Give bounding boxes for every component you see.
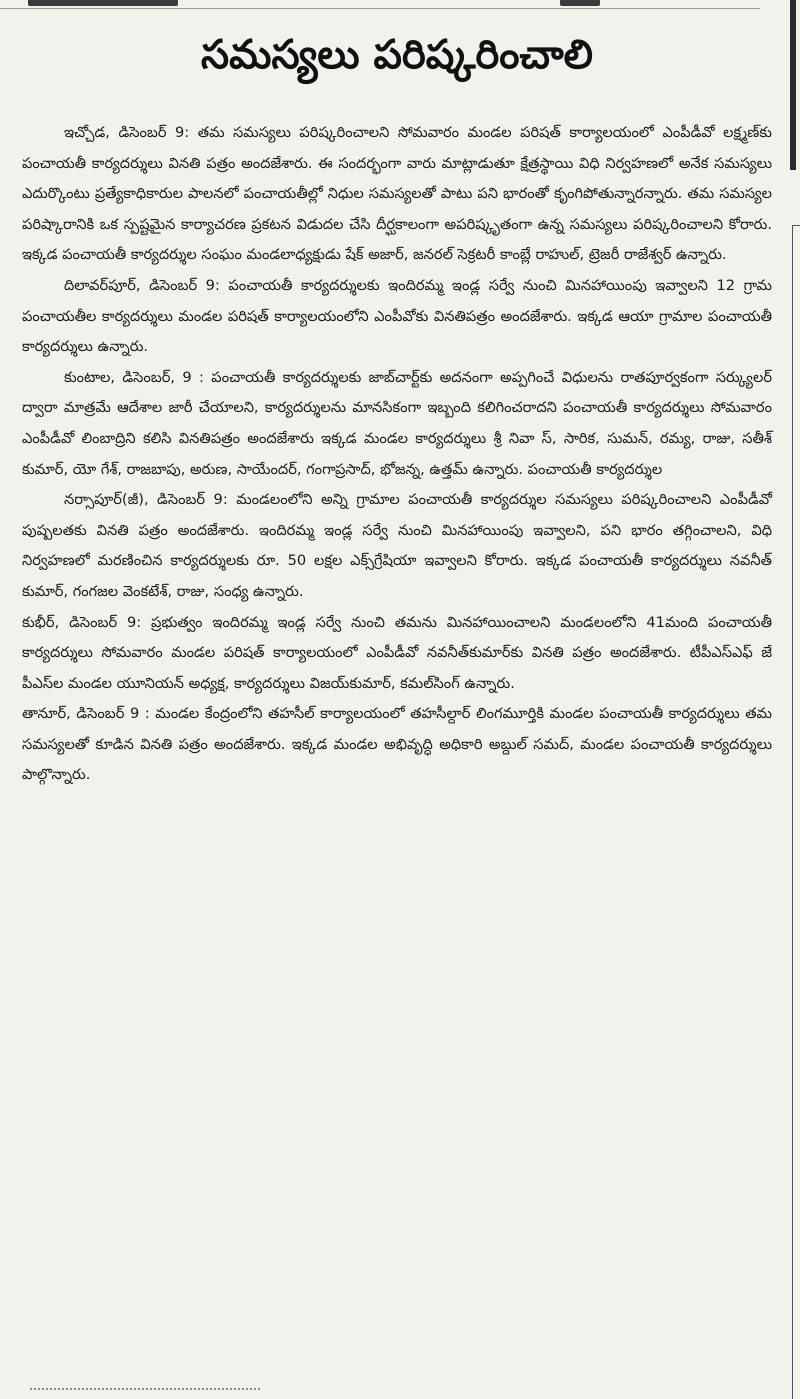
article-paragraph: కుభీర్, డిసెంబర్ 9: ప్రభుత్వం ఇందిరమ్మ ఇండ్ల సర్వే నుంచి తమను మినహాయించాలని మండలంలోని 41మంది పంచాయతీ కార్యదర్శులు సోమవారం మండల పరిషత్ కార్యాలయంలో ఎంపీడీవో నవనీత్‌కుమార్‌కు వినతి పత్రం అందజేశారు. టీపీఎస్‌ఎఫ్ జే పీఎస్‌ల మండల యూనియన్ అధ్యక్ష, కార్యదర్శులు విజయ్‌కుమార్, కమల్‌సింగ్ ఉన్నారు. (22, 613, 772, 692)
article-paragraph: కుంటాల, డిసెంబర్, 9 : పంచాయతీ కార్యదర్శులకు జాబ్‌చార్ట్‌కు అదనంగా అప్పగించే విధులను రాతపూర్వకంగా సర్క్యులర్ ద్వారా మాత్రమే ఆదేశాల జారీ చేయాలని, కార్యదర్శులను మానసికంగా ఇబ్బంది కలిగించరాదని పంచాయతీ కార్యదర్శులు సోమవారం ఎంపీడీవో లింబాద్రిని కలిసి వినతిపత్రం అందజేశారు ఇక్కడ మండల కార్యదర్శులు శ్రీ నివా స్, సారిక, సుమన్, రమ్య, రాజు, సతీశ్ కుమార్, యో గేశ్, రాజబాపు, అరుణ, సాయేందర్, గంగాప్రసాద్, భోజన్న, ఉత్తమ్ ఉన్నారు. పంచాయతీ కార్యదర్శుల (22, 368, 772, 478)
article-paragraph: దిలావర్‌పూర్, డిసెంబర్ 9: పంచాయతీ కార్యదర్శులకు ఇందిరమ్మ ఇండ్ల సర్వే నుంచి మినహాయింపు ఇవ్వాలని 12 గ్రామ పంచాయతీల కార్యదర్శులు మండల పరిషత్ కార్యాలయంలోని ఎంపీవోకు వినతిపత్రం అందజేశారు. ఇక్కడ ఆయా గ్రామాల పంచాయతీ కార్యదర్శులు ఉన్నారు. (22, 276, 772, 356)
cut-text-fragment (560, 0, 600, 6)
article-paragraph: నర్సాపూర్(జీ), డిసెంబర్ 9: మండలంలోని అన్ని గ్రామాల పంచాయతీ కార్యదర్శుల సమస్యలు పరిష్కరించాలని ఎంపీడీవో పుష్పలతకు వినతి పత్రం అందజేశారు. ఇందిరమ్మ ఇండ్ల సర్వే నుంచి మినహాయింపు ఇవ్వాలని, పని భారం తగ్గించాలని, విధి నిర్వహణలో మరణించిన కార్యదర్శులకు రూ. 50 లక్షల ఎక్స్‌గ్రేషియా ఇవ్వాలని కోరారు. ఇక్కడ పంచాయతీ కార్యదర్శులు నవనీత్ కుమార్, గంగజల వెంకటేశ్, రాజు, సంధ్య ఉన్నారు. (22, 491, 772, 600)
adjacent-column-edge (786, 0, 800, 1399)
top-page-edge (0, 0, 760, 9)
adjacent-column-rule (792, 225, 793, 1399)
bottom-page-edge (30, 1388, 260, 1394)
article-paragraph: ఇచ్చోడ, డిసెంబర్ 9: తమ సమస్యలు పరిష్కరించాలని సోమవారం మండల పరిషత్ కార్యాలయంలో ఎంపీడీవో లక్ష్మణ్‌కు పంచాయతీ కార్యదర్శులు వినతి పత్రం అందజేశారు. ఈ సందర్భంగా వారు మాట్లాడుతూ క్షేత్రస్థాయి విధి నిర్వహణలో అనేక సమస్యలు ఎదుర్కొంటు ప్రత్యేకాధికారుల పాలనలో పంచాయతీల్లో నిధుల సమస్యలతో పాటు పని భారంతో కృంగిపోతున్నారన్నారు. తమ సమస్యల పరిష్కారానికి ఒక స్పష్టమైన కార్యాచరణ ప్రకటన విడుదల చేసి దీర్ఘకాలంగా అపరిష్కృతంగా ఉన్న సమస్యలు పరిష్కరించాలని కోరారు. ఇక్కడ పంచాయతీ కార్యదర్శుల సంఘం మండలాధ్యక్షుడు షేక్ అజార్, జనరల్ సెక్రటరీ కాంబ్లే రాహుల్, ట్రెజరీ రాజేశ్వర్ ఉన్నారు. (22, 124, 772, 264)
adjacent-column-border (790, 0, 796, 170)
article-headline: సమస్యలు పరిష్కరించాలి (201, 32, 593, 78)
news-article (22, 20, 772, 791)
adjacent-column-rule (792, 225, 800, 226)
article-paragraph: తానూర్, డిసెంబర్ 9 : మండల కేంద్రంలోని తహసీల్ కార్యాలయంలో తహసీల్దార్ లింగమూర్తికి మండల పంచాయతీ కార్యదర్శులు తమ సమస్యలతో కూడిన వినతి పత్రం అందజేశారు. ఇక్కడ మండల అభివృద్ధి అధికారి అబ్దుల్ సమద్, మండల పంచాయతీ కార్యదర్శులు పాల్గొన్నారు. (22, 705, 772, 784)
cut-text-fragment (28, 0, 178, 6)
